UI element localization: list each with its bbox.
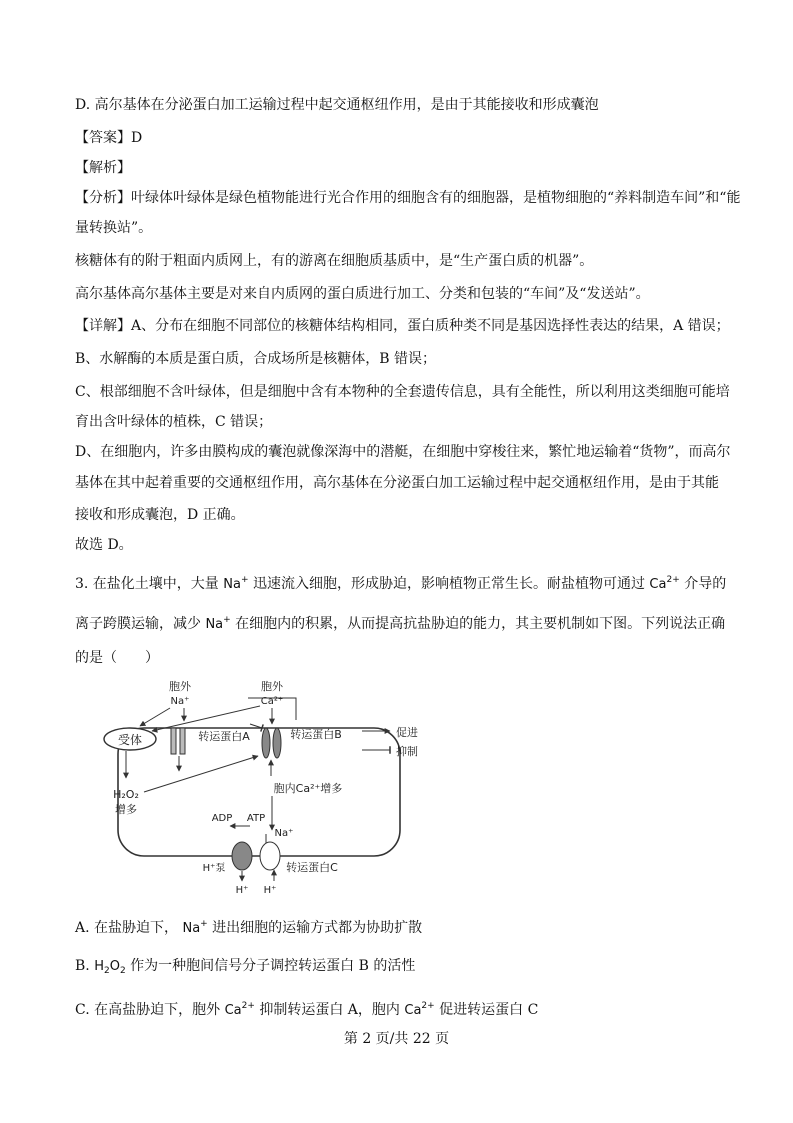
legend-promote: 促进: [396, 726, 418, 739]
detail-d-2: 基体在其中起着重要的交通枢纽作用，高尔基体在分泌蛋白加工运输过程中起交通枢纽作用，是由于其能: [75, 475, 719, 491]
detail-d-3: 接收和形成囊泡，D 正确。: [75, 507, 245, 523]
option-d-text: D. 高尔基体在分泌蛋白加工运输过程中起交通枢纽作用，是由于其能接收和形成囊泡: [75, 97, 599, 113]
label-h-out-1: H⁺: [235, 885, 249, 896]
label-atp: ATP: [246, 813, 266, 824]
option-b: B. $H_2O_2$ 作为一种胞间信号分子调控转运蛋白 B 的活性: [75, 958, 416, 976]
transporter-a: [171, 728, 176, 754]
label-transporter-c: 转运蛋白C: [286, 861, 338, 874]
analysis-ribosome: 核糖体有的附于粗面内质网上，有的游离在细胞质基质中，是“生产蛋白质的机器”。: [75, 253, 594, 269]
label-inner-ca-increase: 胞内Ca²⁺增多: [273, 782, 343, 795]
cell-membrane: [118, 728, 400, 856]
transporter-b: [262, 728, 270, 758]
detail-b: B、水解酶的本质是蛋白质，合成场所是核糖体，B 错误；: [75, 351, 437, 367]
legend-inhibit: 抑制: [396, 745, 418, 758]
conclusion: 故选 D。: [75, 537, 133, 553]
salt-stress-mechanism-diagram: [100, 676, 430, 898]
label-na-outside: Na⁺: [170, 696, 190, 707]
detail-a: 【详解】A、分布在细胞不同部位的核糖体结构相同，蛋白质种类不同是基因选择性表达的结果，A 错误；: [75, 318, 730, 334]
label-na-inside: Na⁺: [274, 828, 294, 839]
option-a: A. 在盐胁迫下， Na+ 进出细胞的运输方式都为协助扩散: [75, 919, 423, 936]
analysis-chloroplast-1: 【分析】叶绿体叶绿体是绿色植物能进行光合作用的细胞含有的细胞器，是植物细胞的“养料制造车间”和“能: [75, 190, 741, 206]
na-ion: Na+: [223, 575, 249, 592]
ca-ion: $Ca^{2+}$: [404, 1001, 435, 1018]
h2o2-formula: $H_2O_2$: [94, 959, 126, 976]
label-receptor: 受体: [117, 733, 143, 747]
ca-ion: $Ca^{2+}$: [224, 1001, 255, 1018]
label-h2o2-increase: 增多: [115, 803, 137, 816]
label-transporter-b: 转运蛋白B: [290, 728, 342, 741]
label-h-out-2: H⁺: [263, 885, 277, 896]
detail-c-1: C、根部细胞不含叶绿体，但是细胞中含有本物种的全套遗传信息，具有全能性，所以利用这类细胞可能培: [75, 384, 730, 400]
h-pump: [232, 842, 252, 870]
na-ion: Na+: [182, 919, 208, 936]
label-ca-outside: Ca²⁺: [260, 696, 284, 707]
transporter-c: [260, 842, 280, 870]
question-3-line-3: 的是（ ）: [75, 650, 159, 666]
label-h-pump: H⁺泵: [202, 863, 226, 874]
option-c: C. 在高盐胁迫下，胞外 $Ca^{2+}$ 抑制转运蛋白 A，胞内 $Ca^{2+}$ 促进转运蛋白 C: [75, 1001, 539, 1018]
label-outside-na: 胞外: [169, 680, 191, 693]
label-adp: ADP: [211, 813, 233, 824]
label-transporter-a: 转运蛋白A: [198, 730, 250, 743]
ca-ion: $Ca^{2+}$: [649, 575, 680, 592]
question-3-line-1: 3. 在盐化土壤中，大量 Na+ 迅速流入细胞，形成胁迫，影响植物正常生长。耐盐植物可通过 $Ca^{2+}$ 介导的: [75, 575, 727, 592]
na-ion: Na+: [205, 615, 231, 632]
page-footer: 第 2 页/共 22 页: [343, 1031, 450, 1047]
detail-d-1: D、在细胞内，许多由膜构成的囊泡就像深海中的潜艇，在细胞中穿梭往来，繁忙地运输着“货物”，而高尔: [75, 444, 731, 460]
analysis-label: 【解析】: [75, 160, 131, 176]
detail-c-2: 育出含叶绿体的植株，C 错误；: [75, 414, 273, 430]
analysis-chloroplast-2: 量转换站”。: [75, 220, 153, 236]
analysis-golgi: 高尔基体高尔基体主要是对来自内质网的蛋白质进行加工、分类和包装的“车间”及“发送站”。: [75, 286, 650, 302]
label-h2o2: H₂O₂: [113, 788, 139, 801]
question-3-line-2: 离子跨膜运输，减少 Na+ 在细胞内的积累，从而提高抗盐胁迫的能力，其主要机制如下图。下列说法正确: [75, 615, 726, 632]
label-outside-ca: 胞外: [261, 680, 283, 693]
answer-label: 【答案】D: [75, 130, 143, 146]
